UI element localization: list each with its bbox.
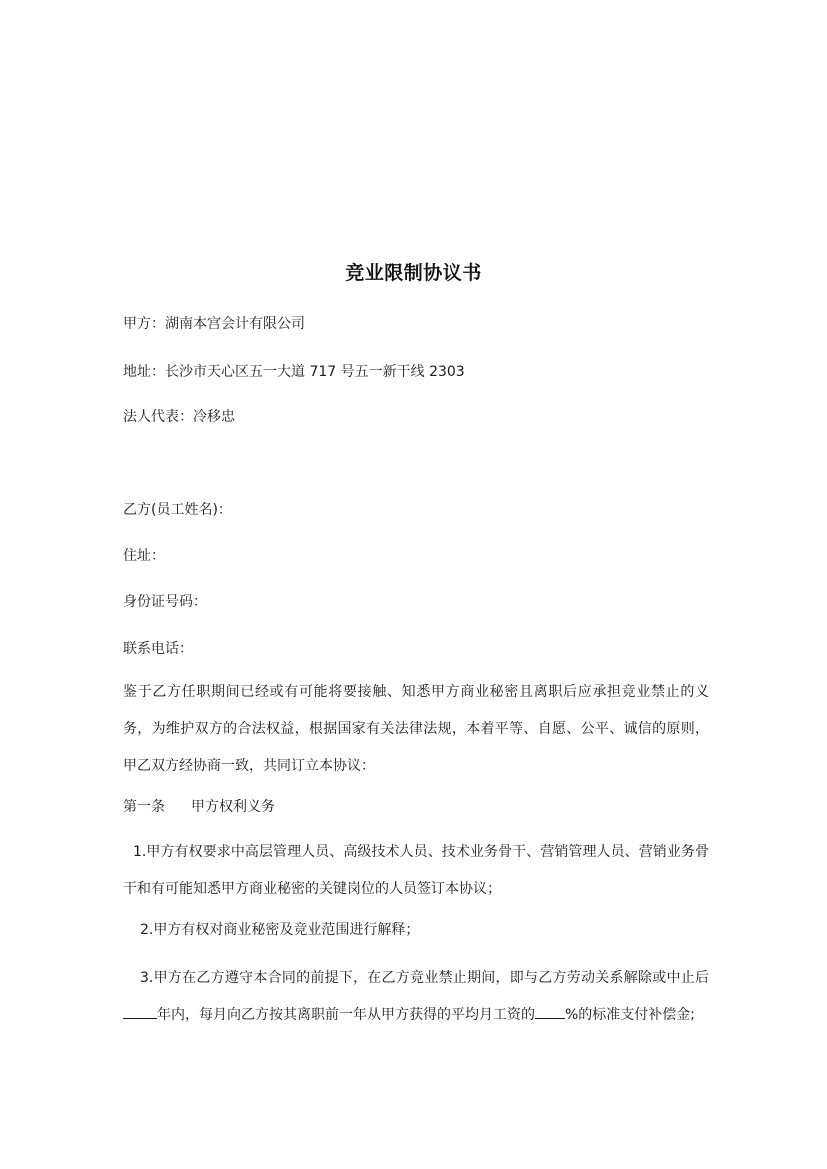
document-title: 竞业限制协议书 <box>345 262 482 284</box>
article-1-item-3-text-a: 3.甲方在乙方遵守本合同的前提下，在乙方竞业禁止期间，即与乙方劳动关系解除或中止后 <box>140 970 709 986</box>
party-a-address: 地址：长沙市天心区五一大道 717 号五一新干线 2303 <box>123 364 465 380</box>
article-1-item-2-text: 2.甲方有权对商业秘密及竞业范围进行解释； <box>140 922 420 938</box>
party-b-id-number: 身份证号码： <box>123 594 207 610</box>
party-a-representative: 法人代表：冷移忠 <box>123 409 235 425</box>
party-b-phone: 联系电话： <box>123 641 193 657</box>
party-b-address: 住址： <box>123 548 165 564</box>
article-1-item-3-text-c: %的标准支付补偿金; <box>565 1007 696 1023</box>
article-1-item-1 <box>123 834 709 908</box>
article-1-item-3-text-b: 年内，每月向乙方按其离职前一年从甲方获得的平均月工资的 <box>157 1007 535 1023</box>
article-1-number: 第一条 <box>123 799 165 815</box>
article-1-item-3 <box>123 960 709 1034</box>
article-1-item-1-text: 1.甲方有权要求中高层管理人员、高级技术人员、技术业务骨干、营销管理人员、营销业务骨干和有可能知悉甲方商业秘密的关键岗位的人员签订本协议； <box>123 844 709 897</box>
party-b-name: 乙方(员工姓名)： <box>123 502 232 518</box>
article-1-title: 甲方权利义务 <box>191 799 275 815</box>
percentage-blank-field[interactable] <box>535 1002 565 1019</box>
years-blank-field[interactable] <box>123 1002 157 1019</box>
preamble-text: 鉴于乙方任职期间已经或有可能将要接触、知悉甲方商业秘密且离职后应承担竞业禁止的义务，为维护双方的合法权益，根据国家有关法律法规，本着平等、自愿、公平、诚信的原则，甲乙双方经协商一致，共同订立本协议： <box>123 684 709 774</box>
preamble-paragraph <box>123 674 709 785</box>
article-1-item-2 <box>123 912 709 949</box>
article-1-heading <box>123 797 275 817</box>
party-a-name: 甲方：湖南本宫会计有限公司 <box>123 316 305 332</box>
